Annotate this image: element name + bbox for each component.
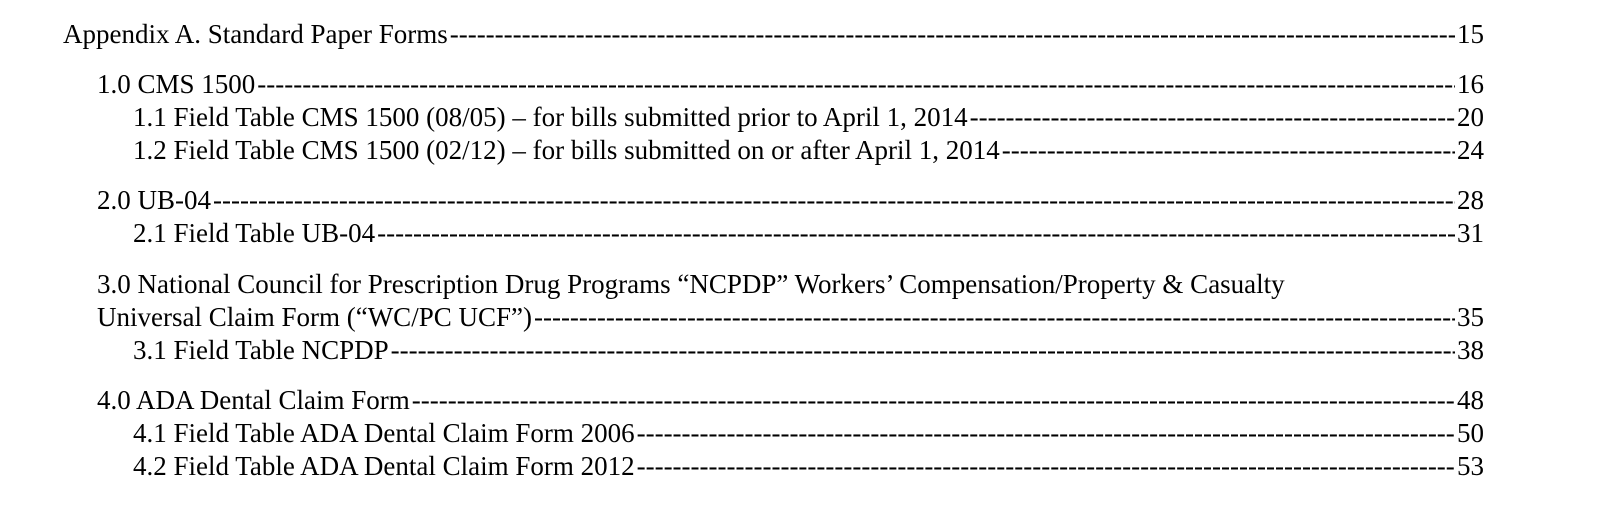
toc-entry-page-number: 20: [1457, 102, 1484, 132]
toc-entry-label: 4.0 ADA Dental Claim Form: [97, 385, 410, 415]
dot-leader: [377, 217, 1455, 249]
toc-entry-page-number: 50: [1457, 418, 1484, 448]
dot-leader: [1002, 134, 1455, 166]
toc-entry-label: 2.0 UB-04: [97, 185, 211, 215]
toc-entry-label: 1.1 Field Table CMS 1500 (08/05) – for bills submitted prior to April 1, 2014: [133, 102, 968, 132]
toc-entry-page-number: 15: [1457, 19, 1484, 49]
toc-entry-page-number: 35: [1457, 302, 1484, 332]
dot-leader: [534, 301, 1455, 333]
toc-entry-page-number: 31: [1457, 218, 1484, 248]
toc-entry-4-2[interactable]: [133, 450, 1484, 482]
toc-entry-page-number: 38: [1457, 335, 1484, 365]
toc-entry-label: 4.2 Field Table ADA Dental Claim Form 2012: [133, 451, 635, 481]
toc-entry-label: 1.2 Field Table CMS 1500 (02/12) – for bills submitted on or after April 1, 2014: [133, 135, 1000, 165]
toc-entry-2-0[interactable]: [97, 184, 1484, 216]
toc-entry-label: 3.1 Field Table NCPDP: [133, 335, 389, 365]
dot-leader: [450, 18, 1455, 50]
toc-entry-3-1[interactable]: [133, 334, 1484, 366]
toc-entry-page-number: 16: [1457, 69, 1484, 99]
toc-entry-label: Appendix A. Standard Paper Forms: [63, 19, 448, 49]
toc-entry-appendix-a[interactable]: [63, 18, 1484, 50]
toc-entry-4-1[interactable]: [133, 417, 1484, 449]
toc-entry-1-2[interactable]: [133, 134, 1484, 166]
toc-entry-2-1[interactable]: [133, 217, 1484, 249]
dot-leader: [970, 101, 1455, 133]
dot-leader: [391, 334, 1455, 366]
toc-entry-page-number: 48: [1457, 385, 1484, 415]
dot-leader: [637, 450, 1455, 482]
toc-entry-page-number: 53: [1457, 451, 1484, 481]
toc-entry-1-0[interactable]: [97, 68, 1484, 100]
toc-entry-label: 4.1 Field Table ADA Dental Claim Form 2006: [133, 418, 635, 448]
toc-entry-3-0[interactable]: [97, 301, 1484, 333]
toc-entry-3-0-line1[interactable]: 3.0 National Council for Prescription Drug Programs “NCPDP” Workers’ Compensation/Property & Casualty: [97, 269, 1285, 299]
toc-entry-label: Universal Claim Form (“WC/PC UCF”): [97, 302, 532, 332]
toc-entry-label: 1.0 CMS 1500: [97, 69, 256, 99]
dot-leader: [412, 384, 1455, 416]
dot-leader: [257, 68, 1455, 100]
toc-entry-4-0[interactable]: [97, 384, 1484, 416]
toc-entry-page-number: 24: [1457, 135, 1484, 165]
dot-leader: [213, 184, 1455, 216]
dot-leader: [637, 417, 1455, 449]
toc-entry-1-1[interactable]: [133, 101, 1484, 133]
toc-entry-label: 2.1 Field Table UB-04: [133, 218, 376, 248]
toc-entry-page-number: 28: [1457, 185, 1484, 215]
